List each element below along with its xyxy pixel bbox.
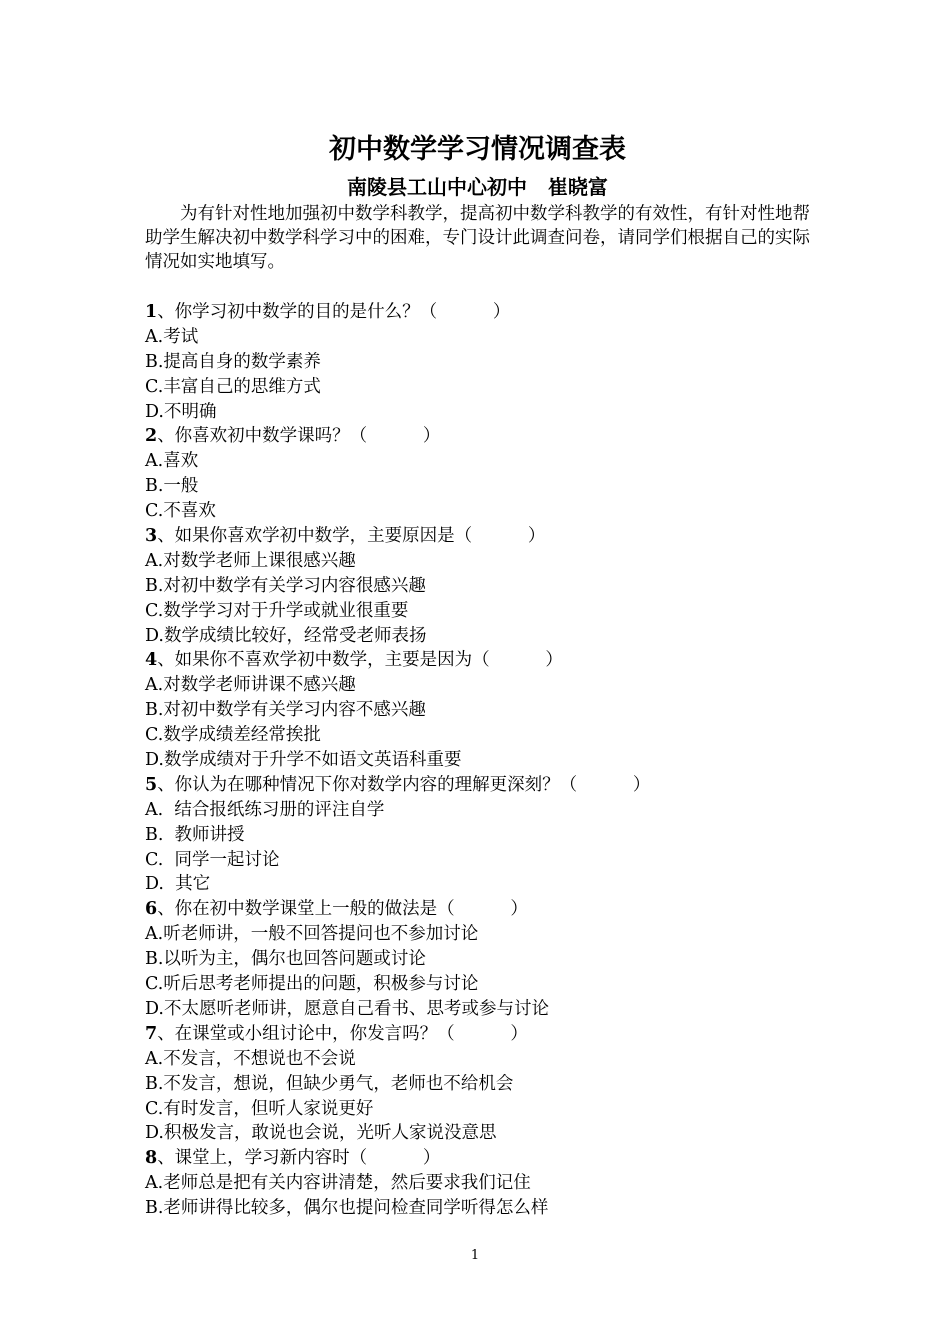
answer-option: B.老师讲得比较多，偶尔也提问检查同学听得怎么样 bbox=[145, 1198, 549, 1219]
answer-option: A.听老师讲，一般不回答提问也不参加讨论 bbox=[145, 924, 479, 945]
answer-option: D.积极发言，敢说也会说，光听人家说没意思 bbox=[145, 1123, 497, 1144]
question-2 bbox=[145, 424, 810, 449]
answer-option: B.不发言，想说，但缺少勇气，老师也不给机会 bbox=[145, 1073, 514, 1094]
answer-option: B. 教师讲授 bbox=[145, 824, 245, 845]
question-text: 、你在初中数学课堂上一般的做法是（ ） bbox=[157, 899, 528, 920]
intro-paragraph: 为有针对性地加强初中数学科教学，提高初中数学科教学的有效性，有针对性地帮助学生解决初中数学科学习中的困难，专门设计此调查问卷，请同学们根据自己的实际情况如实地填写。 bbox=[145, 204, 810, 272]
question-text: 、你喜欢初中数学课吗？（ ） bbox=[157, 426, 441, 447]
answer-option: A.对数学老师上课很感兴趣 bbox=[145, 550, 356, 571]
question-text: 、在课堂或小组讨论中，你发言吗？（ ） bbox=[157, 1023, 528, 1044]
answer-option: D.数学成绩对于升学不如语文英语科重要 bbox=[145, 750, 462, 771]
question-6 bbox=[145, 897, 810, 922]
answer-option: C.数学学习对于升学或就业很重要 bbox=[145, 600, 409, 621]
question-text: 、如果你不喜欢学初中数学，主要是因为（ ） bbox=[157, 650, 563, 671]
question-3 bbox=[145, 524, 810, 549]
question-text: 、如果你喜欢学初中数学，主要原因是（ ） bbox=[157, 526, 546, 547]
answer-option: B.对初中数学有关学习内容很感兴趣 bbox=[145, 575, 426, 596]
question-number: 6 bbox=[145, 899, 158, 920]
answer-option: C. 同学一起讨论 bbox=[145, 849, 280, 870]
author-line: 南陵县工山中心初中 崔晓富 bbox=[347, 175, 608, 199]
answer-option: A.喜欢 bbox=[145, 451, 199, 472]
blank-line bbox=[145, 274, 810, 300]
answer-option: B.对初中数学有关学习内容不感兴趣 bbox=[145, 700, 426, 721]
question-1 bbox=[145, 300, 810, 325]
question-number: 7 bbox=[145, 1023, 158, 1044]
question-list bbox=[145, 300, 810, 1221]
answer-option: C.不喜欢 bbox=[145, 501, 216, 522]
question-number: 5 bbox=[145, 774, 158, 795]
answer-option: D.不太愿听老师讲，愿意自己看书、思考或参与讨论 bbox=[145, 998, 549, 1019]
answer-option: A.对数学老师讲课不感兴趣 bbox=[145, 675, 356, 696]
answer-option: A.老师总是把有关内容讲清楚，然后要求我们记住 bbox=[145, 1173, 531, 1194]
answer-option: A.不发言，不想说也不会说 bbox=[145, 1048, 356, 1069]
question-5 bbox=[145, 773, 810, 798]
answer-option: A.考试 bbox=[145, 326, 199, 347]
answer-option: C.听后思考老师提出的问题，积极参与讨论 bbox=[145, 974, 479, 995]
question-number: 2 bbox=[145, 426, 158, 447]
answer-option: A. 结合报纸练习册的评注自学 bbox=[145, 799, 385, 820]
answer-option: C.数学成绩差经常挨批 bbox=[145, 725, 321, 746]
answer-option: B.一般 bbox=[145, 476, 199, 497]
answer-option: B.以听为主，偶尔也回答问题或讨论 bbox=[145, 949, 426, 970]
answer-option: D.数学成绩比较好，经常受老师表扬 bbox=[145, 625, 427, 646]
question-text: 、课堂上，学习新内容时（ ） bbox=[157, 1148, 441, 1169]
answer-option: D. 其它 bbox=[145, 874, 211, 895]
answer-option: D.不明确 bbox=[145, 401, 217, 422]
question-7 bbox=[145, 1022, 810, 1047]
question-text: 、你认为在哪种情况下你对数学内容的理解更深刻？（ ） bbox=[157, 774, 651, 795]
answer-option: C.丰富自己的思维方式 bbox=[145, 376, 321, 397]
question-number: 8 bbox=[145, 1148, 158, 1169]
document-page bbox=[145, 130, 810, 1221]
question-4 bbox=[145, 648, 810, 673]
question-text: 、你学习初中数学的目的是什么？（ ） bbox=[157, 302, 511, 322]
answer-option: B.提高自身的数学素养 bbox=[145, 351, 321, 372]
question-number: 3 bbox=[145, 526, 158, 547]
question-number: 4 bbox=[145, 650, 158, 671]
question-8 bbox=[145, 1146, 810, 1171]
question-number: 1 bbox=[145, 302, 158, 322]
page-number: 1 bbox=[470, 1248, 480, 1263]
page-title: 初中数学学习情况调查表 bbox=[329, 134, 626, 165]
answer-option: C.有时发言，但听人家说更好 bbox=[145, 1098, 374, 1119]
